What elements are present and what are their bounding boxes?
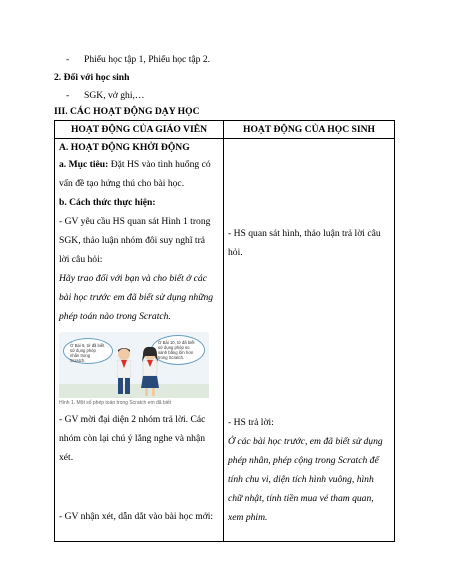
question-line: bài học trước em đã biết sử dụng những	[59, 292, 214, 303]
section-title: A. HOẠT ĐỘNG KHỞI ĐỘNG	[59, 142, 190, 153]
table-header-row	[55, 121, 395, 139]
speech-bubble-left: Ở Bài 9, tớ đã biết sử dụng phép nhân trong Scratch.	[63, 338, 113, 364]
table-row	[55, 139, 395, 542]
conclude-line: - GV nhận xét, dẫn dắt vào bài học mới:	[59, 511, 214, 522]
goal-text: Đặt HS vào tình huống có	[108, 159, 211, 170]
answer-line: chữ nhật, tính tiền mua vé tham quan,	[228, 493, 374, 504]
observe-line: hỏi.	[228, 247, 243, 258]
observe-line: - HS quan sát hình, thảo luận trả lời câu	[228, 228, 381, 239]
answer-line: xem phim.	[228, 512, 268, 523]
bullet-dash: -	[66, 90, 70, 101]
question-line: Hãy trao đổi với bạn và cho biết ở các	[59, 273, 207, 284]
task-line: lời câu hỏi:	[59, 254, 103, 265]
teacher-cell	[55, 139, 224, 542]
boy-student-image	[111, 346, 137, 398]
answer-label: - HS trả lời:	[228, 417, 274, 428]
bullet-students: SGK, vở ghi,…	[84, 90, 145, 101]
goal-label: a. Mục tiêu:	[59, 159, 109, 170]
answer-line: tính chu vi, diện tích hình vuông, hình	[228, 474, 374, 485]
section-students: 2. Đối với học sinh	[54, 72, 130, 83]
task-line: SGK, thảo luận nhóm đôi suy nghĩ trả	[59, 235, 206, 246]
col-teacher-header: HOẠT ĐỘNG CỦA GIÁO VIÊN	[55, 121, 224, 139]
method-label: b. Cách thức thực hiện:	[59, 197, 156, 208]
invite-line: - GV mời đại diện 2 nhóm trả lời. Các	[59, 414, 206, 425]
answer-line: phép nhân, phép cộng trong Scratch để	[228, 455, 379, 466]
figure-caption: Hình 1. Một số phép toán trong Scratch em đã biết	[59, 398, 209, 408]
task-line: - GV yêu cầu HS quan sát Hình 1 trong	[59, 216, 211, 227]
invite-line: xét.	[59, 452, 74, 463]
question-line: phép toán nào trong Scratch.	[59, 311, 171, 322]
goal-line	[59, 155, 219, 174]
bullet-sheets: Phiếu học tập 1, Phiếu học tập 2.	[84, 54, 211, 65]
student-cell	[224, 139, 395, 542]
answer-line: Ở các bài học trước, em đã biết sử dụng	[228, 436, 383, 447]
girl-student-image	[137, 346, 163, 398]
activities-table	[54, 120, 395, 542]
figure-scratch-students	[59, 332, 209, 408]
speech-bubble-right: Ở Bài 10, tớ đã biết sử dụng phép so sánh bằng lớn hơn trong Scratch.	[151, 335, 205, 365]
goal-text-2: vấn đề tạo hứng thú cho bài học.	[59, 178, 185, 189]
bullet-dash: -	[66, 54, 70, 65]
section-activities: III. CÁC HOẠT ĐỘNG DẠY HỌC	[54, 106, 200, 117]
col-student-header: HOẠT ĐỘNG CỦA HỌC SINH	[224, 121, 395, 139]
invite-line: nhóm còn lại chú ý lắng nghe và nhận	[59, 433, 206, 444]
